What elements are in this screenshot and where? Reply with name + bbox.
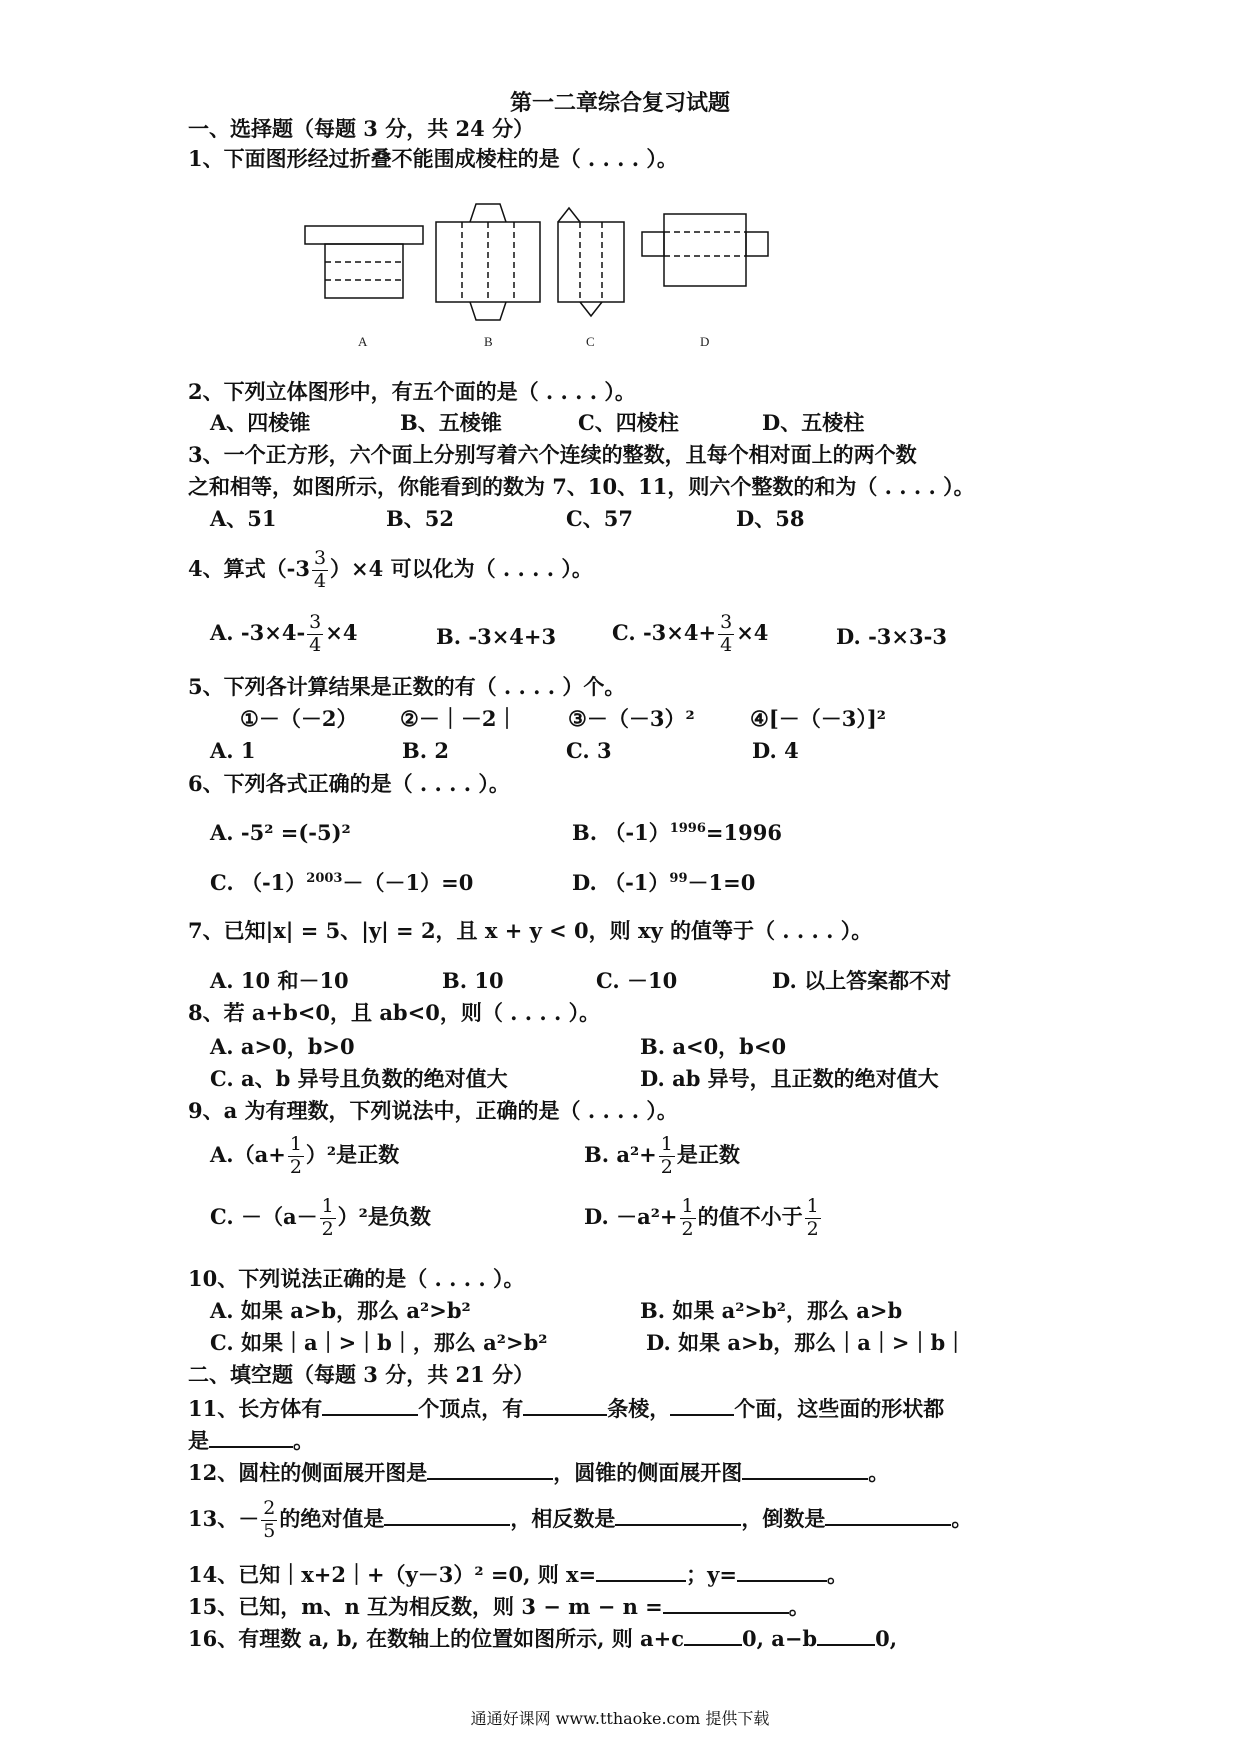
page-footer: 通通好课网 www.tthaoke.com 提供下载 — [470, 1709, 770, 1728]
fraction: $\frac{1}{2}$ — [806, 1195, 819, 1240]
q5-option-c: C. 3 — [566, 738, 612, 763]
page-title: 第一二章综合复习试题 — [509, 90, 730, 116]
q9-option-d: D. －a²+ $\frac{1}{2}$ 的值不小于 $\frac{1}{2}$ — [584, 1195, 819, 1240]
question-11: 11、长方体有 个顶点，有 条棱， 个面，这些面的形状都 — [188, 1396, 945, 1421]
q7-option-c: C. －10 — [596, 968, 678, 993]
q3-option-c: C、57 — [566, 506, 633, 531]
q4-option-a: A. -3×4- $\frac{3}{4}$ ×4 — [210, 611, 358, 656]
q8-option-b: B. a<0，b<0 — [640, 1034, 787, 1059]
q5-option-d: D. 4 — [752, 738, 799, 763]
fraction: $\frac{1}{2}$ — [681, 1195, 694, 1240]
q7-option-b: B. 10 — [442, 968, 504, 993]
q3-option-a: A、51 — [210, 506, 277, 531]
q10-option-c: C. 如果｜a｜>｜b｜，那么 a²>b² — [210, 1330, 548, 1355]
q5-item-2: ②－｜－2｜ — [400, 706, 518, 731]
q5-item-1: ①－（－2） — [240, 706, 358, 731]
fraction: $\frac{1}{2}$ — [289, 1133, 302, 1178]
q8-option-c: C. a、b 异号且负数的绝对值大 — [210, 1066, 508, 1091]
q10-option-d: D. 如果 a>b，那么｜a｜>｜b｜ — [646, 1330, 967, 1355]
q6-option-c: C. $(-1)^{2003}-(-1)=0$ — [210, 870, 474, 895]
q2-option-b: B、五棱锥 — [400, 410, 502, 435]
q9-option-c: C. －（a－ $\frac{1}{2}$ ）²是负数 — [210, 1195, 431, 1240]
q5-item-4: ④[－（－3）]² — [750, 706, 887, 731]
question-1: 1、下面图形经过折叠不能围成棱柱的是（ . . . . ）。 — [188, 146, 678, 171]
q5-item-3: ③－（－3）² — [568, 706, 695, 731]
question-3-line2: 之和相等，如图所示，你能看到的数为 7、10、11，则六个整数的和为（ . . . . ）。 — [188, 474, 975, 499]
answer-blank[interactable] — [825, 1506, 951, 1526]
question-16: 16、有理数 a, b, 在数轴上的位置如图所示, 则 a+c 0, a−b 0, — [188, 1626, 898, 1651]
answer-blank[interactable] — [523, 1396, 607, 1416]
answer-blank[interactable] — [384, 1506, 510, 1526]
q2-option-a: A、四棱锥 — [210, 410, 311, 435]
answer-blank[interactable] — [670, 1396, 734, 1416]
question-6: 6、下列各式正确的是（ . . . . ）。 — [188, 771, 510, 796]
fraction: $\frac{3}{4}$ — [309, 611, 322, 656]
q6-option-a: A. -5² =(-5)² — [210, 820, 351, 845]
fraction: $\frac{3}{4}$ — [313, 547, 327, 592]
net-c — [558, 208, 624, 316]
net-label-a: A — [358, 334, 368, 349]
net-a — [305, 226, 423, 298]
question-9: 9、a 为有理数，下列说法中，正确的是（ . . . . ）。 — [188, 1098, 678, 1123]
fraction: $\frac{2}{5}$ — [263, 1497, 276, 1542]
q5-option-a: A. 1 — [210, 738, 256, 763]
answer-blank[interactable] — [322, 1396, 418, 1416]
net-b — [436, 204, 540, 320]
question-10: 10、下列说法正确的是（ . . . . ）。 — [188, 1266, 525, 1291]
section-fill-heading: 二、填空题（每题 3 分，共 21 分） — [188, 1362, 535, 1387]
question-11-cont: 是 。 — [188, 1428, 314, 1453]
question-15: 15、已知，m、n 互为相反数，则 3 − m − n = 。 — [188, 1594, 810, 1619]
question-2: 2、下列立体图形中，有五个面的是（ . . . . ）。 — [188, 379, 636, 404]
answer-blank[interactable] — [615, 1506, 741, 1526]
question-4: 4、算式（-3 $\frac{3}{4}$ ）×4 可以化为（ . . . . ）。 — [188, 547, 593, 592]
q9-option-a: A.（a+ $\frac{1}{2}$ ）²是正数 — [210, 1133, 400, 1178]
q2-option-c: C、四棱柱 — [578, 410, 679, 435]
answer-blank[interactable] — [817, 1626, 875, 1646]
fraction: $\frac{1}{2}$ — [321, 1195, 334, 1240]
answer-blank[interactable] — [663, 1594, 789, 1614]
answer-blank[interactable] — [427, 1460, 553, 1480]
answer-blank[interactable] — [684, 1626, 742, 1646]
q8-option-a: A. a>0，b>0 — [210, 1034, 355, 1059]
q4-option-d: D. -3×3-3 — [836, 624, 947, 649]
q7-option-d: D. 以上答案都不对 — [772, 968, 952, 993]
q10-option-a: A. 如果 a>b，那么 a²>b² — [210, 1298, 471, 1323]
q5-option-b: B. 2 — [402, 738, 449, 763]
answer-blank[interactable] — [209, 1428, 293, 1448]
q10-option-b: B. 如果 a²>b²，那么 a>b — [640, 1298, 903, 1323]
q3-option-b: B、52 — [386, 506, 454, 531]
net-d — [642, 214, 768, 286]
net-label-c: C — [586, 334, 595, 349]
q9-option-b: B. a²+ $\frac{1}{2}$ 是正数 — [584, 1133, 740, 1178]
q4-option-b: B. -3×4+3 — [436, 624, 557, 649]
question-8: 8、若 a+b<0，且 ab<0，则（ . . . . ）。 — [188, 1000, 601, 1025]
q7-option-a: A. 10 和－10 — [210, 968, 349, 993]
section-choice-heading: 一、选择题（每题 3 分，共 24 分） — [188, 116, 535, 141]
answer-blank[interactable] — [742, 1460, 868, 1480]
question-7: 7、已知|x| = 5、|y| = 2，且 x + y < 0，则 xy 的值等于（ . . . . ）。 — [188, 918, 873, 943]
q8-option-d: D. ab 异号，且正数的绝对值大 — [640, 1066, 939, 1091]
q6-option-b: B. $(-1)^{1996}=1996$ — [572, 820, 782, 845]
q4-option-c: C. -3×4+ $\frac{3}{4}$ ×4 — [612, 611, 769, 656]
question-13: 13、－ $\frac{2}{5}$ 的绝对值是 ，相反数是 ，倒数是 。 — [188, 1497, 973, 1542]
prism-nets-figure — [0, 190, 1240, 360]
fraction: $\frac{1}{2}$ — [660, 1133, 673, 1178]
q2-option-d: D、五棱柱 — [762, 410, 865, 435]
question-3-line1: 3、一个正方形，六个面上分别写着六个连续的整数，且每个相对面上的两个数 — [188, 442, 917, 467]
net-label-b: B — [484, 334, 493, 349]
net-label-d: D — [700, 334, 710, 349]
question-14: 14、已知｜x+2｜+（y－3）² =0, 则 x= ；y= 。 — [188, 1562, 848, 1587]
question-5: 5、下列各计算结果是正数的有（ . . . . ）个。 — [188, 674, 626, 699]
q6-option-d: D. $(-1)^{99}-1=0$ — [572, 870, 756, 895]
answer-blank[interactable] — [596, 1562, 686, 1582]
question-12: 12、圆柱的侧面展开图是 ，圆锥的侧面展开图 。 — [188, 1460, 890, 1485]
answer-blank[interactable] — [737, 1562, 827, 1582]
q3-option-d: D、58 — [736, 506, 805, 531]
fraction: $\frac{3}{4}$ — [720, 611, 733, 656]
